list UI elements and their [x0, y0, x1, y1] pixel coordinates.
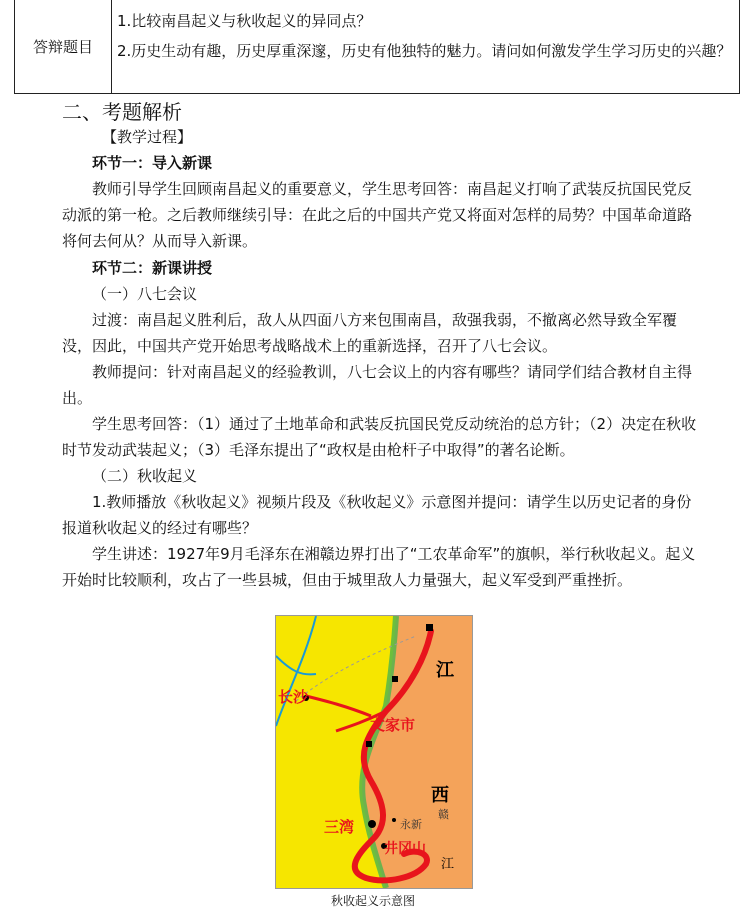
table-label: 答辩题目	[15, 0, 112, 93]
sanwan-marker	[368, 820, 376, 828]
autumn-harvest-uprising-map	[275, 615, 473, 889]
student-report: 学生讲述：1927年9月毛泽东在湘赣边界打出了“工农革命军”的旗帜，举行秋收起义。起义开始时比较顺利，攻占了一些县城，但由于城里敌人力量强大，起义军受到严重挫折。	[62, 545, 696, 589]
question-1: 1.比较南昌起义与秋收起义的异同点？	[117, 12, 372, 30]
question-2: 2.历史生动有趣，历史厚重深邃，历史有他独特的魅力。请问如何激发学生学习历史的兴趣？	[117, 42, 732, 60]
step1-text: 教师引导学生回顾南昌起义的重要意义，学生思考回答：南昌起义打响了武装反抗国民党反动派的第一枪。之后教师继续引导：在此之后的中国共产党又将面对怎样的局势？中国革命道路将何去何从？从而导入新课。	[62, 180, 693, 250]
city-marker-1	[426, 624, 433, 631]
student-answer: 学生思考回答：（1）通过了土地革命和武装反抗国民党反动统治的总方针；（2）决定在秋收时节发动武装起义；（3）毛泽东提出了“政权是由枪杆子中取得”的著名论断。	[62, 415, 697, 459]
step1-title: 环节一：导入新课	[92, 154, 213, 172]
city-marker-3	[366, 741, 372, 747]
label-sanwan: 三湾	[324, 818, 355, 836]
teacher-question: 教师提问：针对南昌起义的经验教训，八七会议上的内容有哪些？请同学们结合教材自主得出。	[62, 363, 693, 407]
section-title: 二、考题解析	[62, 100, 182, 124]
teaching-process-heading: 【教学过程】	[102, 128, 193, 146]
video-question: 1.教师播放《秋收起义》视频片段及《秋收起义》示意图并提问：请学生以历史记者的身份报道秋收起义的经过有哪些？	[62, 493, 692, 537]
label-wenjiashi: 文家市	[370, 716, 416, 734]
part1-title: （一）八七会议	[92, 285, 198, 303]
label-jinggangshan: 井冈山	[384, 841, 426, 857]
part2-title: （二）秋收起义	[92, 467, 198, 485]
transition-text: 过渡：南昌起义胜利后，敌人从四面八方来包围南昌，敌强我弱，不撤离必然导致全军覆没，因此，中国共产党开始思考战略战术上的重新选择，召开了八七会议。	[62, 311, 678, 355]
step2-title: 环节二：新课讲授	[92, 259, 213, 277]
map-caption: 秋收起义示意图	[330, 894, 415, 908]
label-jiang-2: 江	[441, 857, 455, 872]
yongxin-marker	[392, 818, 396, 822]
label-yongxin: 永新	[400, 818, 422, 831]
label-xi: 西	[431, 785, 449, 806]
label-changsha: 长沙	[278, 688, 309, 706]
label-jiang-1: 江	[436, 660, 454, 681]
exam-question-table	[14, 0, 740, 94]
city-marker-2	[392, 676, 398, 682]
label-gan: 赣	[438, 808, 449, 821]
